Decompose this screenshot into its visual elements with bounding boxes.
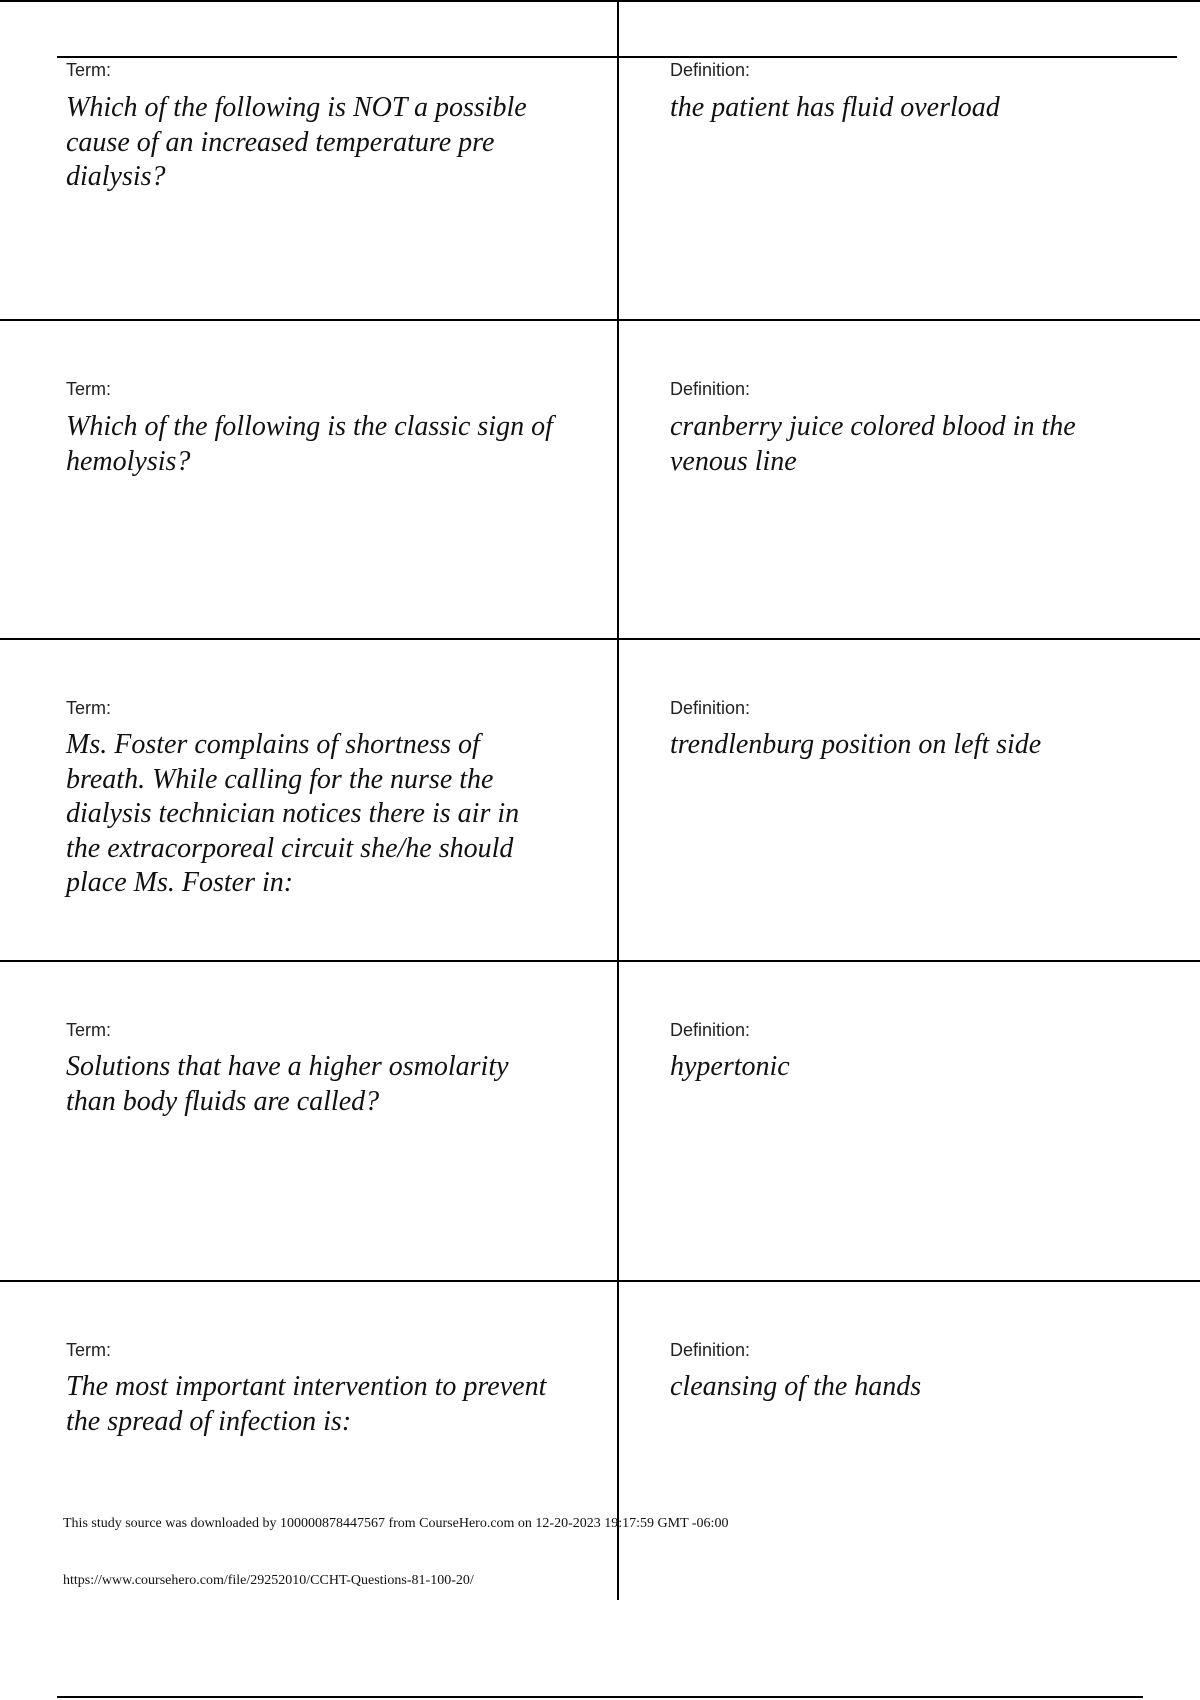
definition-label: Definition:	[670, 698, 751, 718]
term-text: Solutions that have a higher osmolarity than body fluids are called?	[66, 1051, 509, 1117]
column-divider	[617, 0, 619, 1600]
card-divider-2	[0, 638, 1200, 640]
definition-text: the patient has fluid overload	[670, 92, 1000, 123]
bottom-rule	[57, 1696, 1143, 1698]
term-label: Term:	[66, 1340, 111, 1360]
definition-label: Definition:	[670, 379, 751, 399]
term-text: Ms. Foster complains of shortness of breath. While calling for the nurse the dialysis technician notices there is air in the extracorporeal circuit she/he should place Ms. Foster in:	[66, 729, 520, 898]
card-divider-3	[0, 960, 1200, 962]
term-label: Term:	[66, 1020, 111, 1040]
definition-text: cleansing of the hands	[670, 1371, 922, 1402]
definition-text: cranberry juice colored blood in the venous line	[670, 411, 1076, 477]
definition-label: Definition:	[670, 1020, 751, 1040]
card-divider-1	[0, 319, 1200, 321]
top-border	[0, 0, 1200, 2]
term-text: The most important intervention to prevent the spread of infection is:	[66, 1371, 547, 1437]
card-divider-4	[0, 1280, 1200, 1282]
definition-text: trendlenburg position on left side	[670, 729, 1042, 760]
definition-label: Definition:	[670, 60, 751, 80]
term-label: Term:	[66, 698, 111, 718]
definition-label: Definition:	[670, 1340, 751, 1360]
definition-text: hypertonic	[670, 1051, 790, 1082]
term-text: Which of the following is NOT a possible cause of an increased temperature pre dialysis?	[66, 92, 527, 192]
download-note: This study source was downloaded by 100000878447567 from CourseHero.com on 12-20-2023 19:17:59 GMT -06:00	[63, 1516, 729, 1531]
term-label: Term:	[66, 60, 111, 80]
term-text: Which of the following is the classic sign of hemolysis?	[66, 411, 553, 477]
source-url[interactable]: https://www.coursehero.com/file/29252010/CCHT-Questions-81-100-20/	[63, 1573, 474, 1588]
term-label: Term:	[66, 379, 111, 399]
